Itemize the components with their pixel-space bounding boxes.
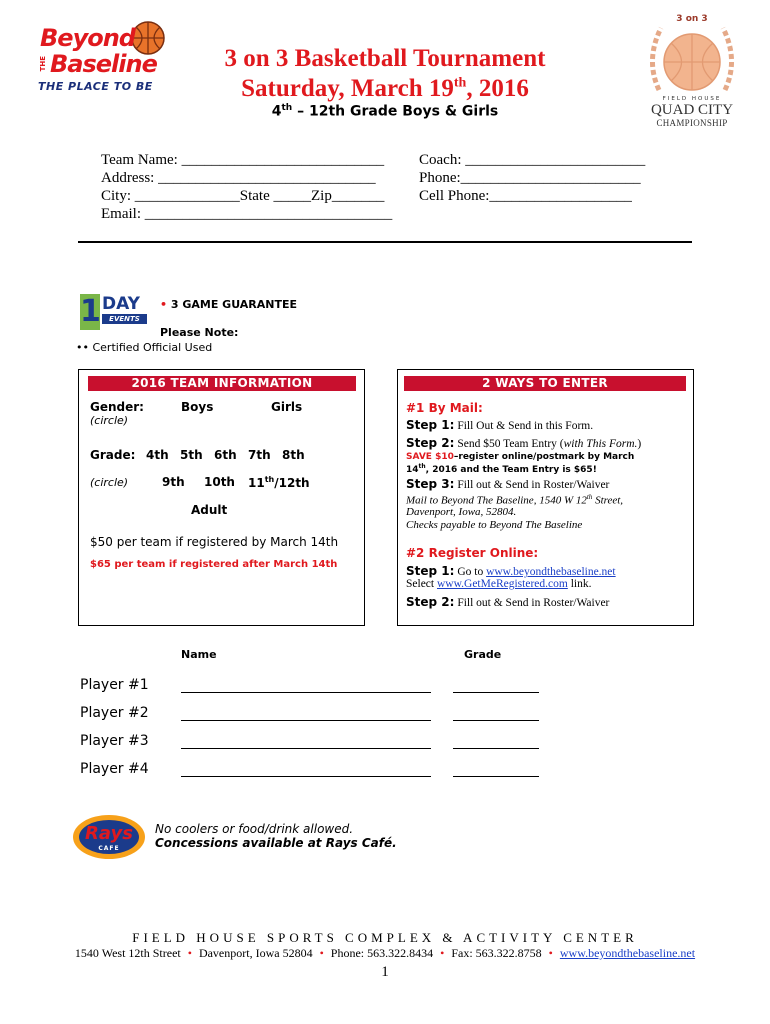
team-name-field[interactable]: Team Name: ___________________________	[101, 152, 385, 168]
qc-logo-big: QUAD CITY	[650, 102, 734, 118]
footer-sep-4: •	[548, 946, 553, 960]
mail-step2-end: )	[637, 438, 642, 450]
one-day-events-logo	[80, 294, 150, 332]
rays-logo-cafe: CAFE	[98, 845, 120, 852]
grade-5th-option[interactable]: 5th	[180, 448, 203, 462]
price-late: $65 per team if registered after March 14th	[90, 559, 338, 570]
grade-7th-option[interactable]: 7th	[248, 448, 271, 462]
btb-logo-line1: Beyond	[40, 24, 135, 52]
roster-name-header: Name	[181, 648, 217, 661]
save-date-num: 14	[406, 465, 419, 475]
date-year: , 2016	[466, 75, 529, 102]
gender-label: Gender:	[90, 400, 144, 414]
mail-step2	[406, 436, 641, 450]
cell-phone-field[interactable]: Cell Phone:___________________	[419, 188, 632, 204]
guarantee-bullet: •	[160, 298, 168, 311]
mail-step1-text: Fill Out & Send in this Form.	[454, 420, 594, 432]
mail-step2-label: Step 2:	[406, 436, 455, 450]
rays-cafe-logo	[70, 812, 148, 862]
gender-circle-hint: (circle)	[90, 414, 129, 427]
footer-address: 1540 West 12th Street	[74, 946, 181, 960]
page-number: 1	[381, 964, 389, 980]
section-divider	[78, 241, 692, 243]
no-coolers-notice: No coolers or food/drink allowed.	[155, 822, 354, 836]
mail-step1-label: Step 1:	[406, 418, 455, 432]
save-ten-note-line2	[406, 463, 597, 475]
footer-phone: Phone: 563.322.8434	[330, 946, 434, 960]
qc-logo-top: 3 on 3	[676, 14, 708, 24]
date-text: Saturday, March 19	[241, 75, 454, 102]
online-step1-text: Go to	[454, 566, 487, 578]
player-4-label: Player #4	[80, 761, 149, 777]
grade-subtitle	[0, 103, 770, 120]
guarantee-text: 3 GAME GUARANTEE	[167, 298, 298, 311]
beyondthebaseline-link[interactable]: www.beyondthebaseline.net	[486, 566, 616, 578]
grade-11-text: 11	[248, 476, 265, 490]
footer-sep-1: •	[187, 946, 192, 960]
grade-10th-option[interactable]: 10th	[204, 475, 235, 489]
online-step1	[406, 564, 616, 578]
online-step1-label: Step 1:	[406, 564, 455, 578]
player-2-label: Player #2	[80, 705, 149, 721]
save-date-rest: , 2016 and the Team Entry is $65!	[425, 465, 597, 475]
roster-grade-header: Grade	[464, 648, 502, 661]
checks-payable: Checks payable to Beyond The Baseline	[406, 519, 583, 531]
date-suffix: th	[453, 75, 467, 91]
mail-step2-italic: with This Form.	[563, 438, 638, 450]
player-3-name-field[interactable]	[181, 748, 431, 749]
grade-12-text: /12th	[274, 476, 310, 490]
player-3-grade-field[interactable]	[453, 748, 539, 749]
getmeregistered-link[interactable]: www.GetMeRegistered.com	[436, 578, 568, 590]
mail-to-text: Mail to Beyond The Baseline, 1540 W 12	[406, 494, 587, 507]
tournament-title: 3 on 3 Basketball Tournament	[224, 45, 546, 72]
concessions-notice: Concessions available at Rays Café.	[155, 836, 397, 850]
subtitle-rest: – 12th Grade Boys & Girls	[292, 103, 499, 120]
footer-complex-name: FIELD HOUSE SPORTS COMPLEX & ACTIVITY CENTER	[132, 930, 638, 945]
btb-logo-the: THE	[39, 56, 47, 72]
footer-city: Davenport, Iowa 52804	[198, 946, 313, 960]
save-date-suffix: th	[418, 463, 426, 470]
city-state-zip-field[interactable]: City: ______________State _____Zip_______	[101, 188, 385, 204]
save-ten-red: SAVE $10	[406, 452, 454, 462]
btb-logo-line2: Baseline	[50, 50, 157, 78]
tournament-date	[0, 75, 770, 103]
subtitle-grade-from: 4	[271, 103, 282, 120]
footer-fax: Fax: 563.322.8758	[451, 946, 542, 960]
footer-sep-2: •	[319, 946, 324, 960]
player-2-grade-field[interactable]	[453, 720, 539, 721]
grade-4th-option[interactable]: 4th	[146, 448, 169, 462]
footer-website-link[interactable]: www.beyondthebaseline.net	[559, 946, 696, 960]
online-step2-label: Step 2:	[406, 595, 455, 609]
mail-step1	[406, 418, 593, 432]
phone-field[interactable]: Phone:________________________	[419, 170, 641, 186]
register-online-title: #2 Register Online:	[406, 546, 539, 560]
footer-sep-3: •	[440, 946, 445, 960]
subtitle-suffix: th	[281, 103, 293, 113]
player-4-name-field[interactable]	[181, 776, 431, 777]
grade-11-12th-option[interactable]	[248, 475, 310, 490]
mail-to-street: Street,	[592, 494, 624, 507]
grade-6th-option[interactable]: 6th	[214, 448, 237, 462]
team-information-header: 2016 TEAM INFORMATION	[88, 376, 356, 391]
btb-logo-tagline: THE PLACE TO BE	[38, 80, 153, 93]
grade-11-suffix: th	[264, 475, 275, 484]
by-mail-title: #1 By Mail:	[406, 401, 483, 415]
qc-logo-small: FIELD HOUSE	[662, 96, 722, 102]
player-1-grade-field[interactable]	[453, 692, 539, 693]
day-logo-number: 1	[80, 294, 101, 329]
email-field[interactable]: Email: _________________________________	[101, 206, 393, 222]
mail-step2-text: Send $50 Team Entry (	[454, 438, 564, 450]
certified-official-note: •• Certified Official Used	[76, 341, 213, 354]
address-field[interactable]: Address: _____________________________	[101, 170, 376, 186]
player-4-grade-field[interactable]	[453, 776, 539, 777]
mail-step3	[406, 477, 609, 491]
mail-step3-label: Step 3:	[406, 477, 455, 491]
online-step2-text: Fill out & Send in Roster/Waiver	[454, 597, 610, 609]
price-early: $50 per team if registered by March 14th	[90, 535, 339, 549]
rays-logo-text: Rays	[85, 823, 133, 844]
grade-adult-option[interactable]: Adult	[191, 503, 228, 517]
save-ten-rest: –register online/postmark by March	[453, 452, 635, 462]
footer-contact-line	[0, 946, 770, 961]
online-step2	[406, 595, 609, 609]
player-3-label: Player #3	[80, 733, 149, 749]
qc-logo-bottom: CHAMPIONSHIP	[656, 118, 728, 128]
player-1-label: Player #1	[80, 677, 149, 693]
mail-to-suffix: th	[586, 493, 593, 501]
coach-field[interactable]: Coach: ________________________	[419, 152, 646, 168]
mail-to-city: Davenport, Iowa, 52804.	[406, 506, 517, 518]
please-note-label: Please Note:	[160, 326, 239, 339]
select-text: Select	[406, 578, 437, 590]
gender-boys-option[interactable]: Boys	[181, 400, 214, 414]
gender-girls-option[interactable]: Girls	[271, 400, 303, 414]
game-guarantee	[160, 298, 297, 311]
grade-circle-hint: (circle)	[90, 476, 129, 489]
mail-to-address	[406, 493, 623, 507]
day-logo-word: DAY	[102, 294, 140, 314]
grade-8th-option[interactable]: 8th	[282, 448, 305, 462]
grade-9th-option[interactable]: 9th	[162, 475, 185, 489]
ways-to-enter-header: 2 WAYS TO ENTER	[404, 376, 686, 391]
save-ten-note	[406, 452, 634, 462]
mail-step3-text: Fill out & Send in Roster/Waiver	[454, 479, 610, 491]
player-1-name-field[interactable]	[181, 692, 431, 693]
player-2-name-field[interactable]	[181, 720, 431, 721]
day-logo-events: EVENTS	[102, 314, 147, 324]
select-link-line	[406, 578, 591, 590]
select-link-end: link.	[567, 578, 592, 590]
grade-label: Grade:	[90, 448, 136, 462]
